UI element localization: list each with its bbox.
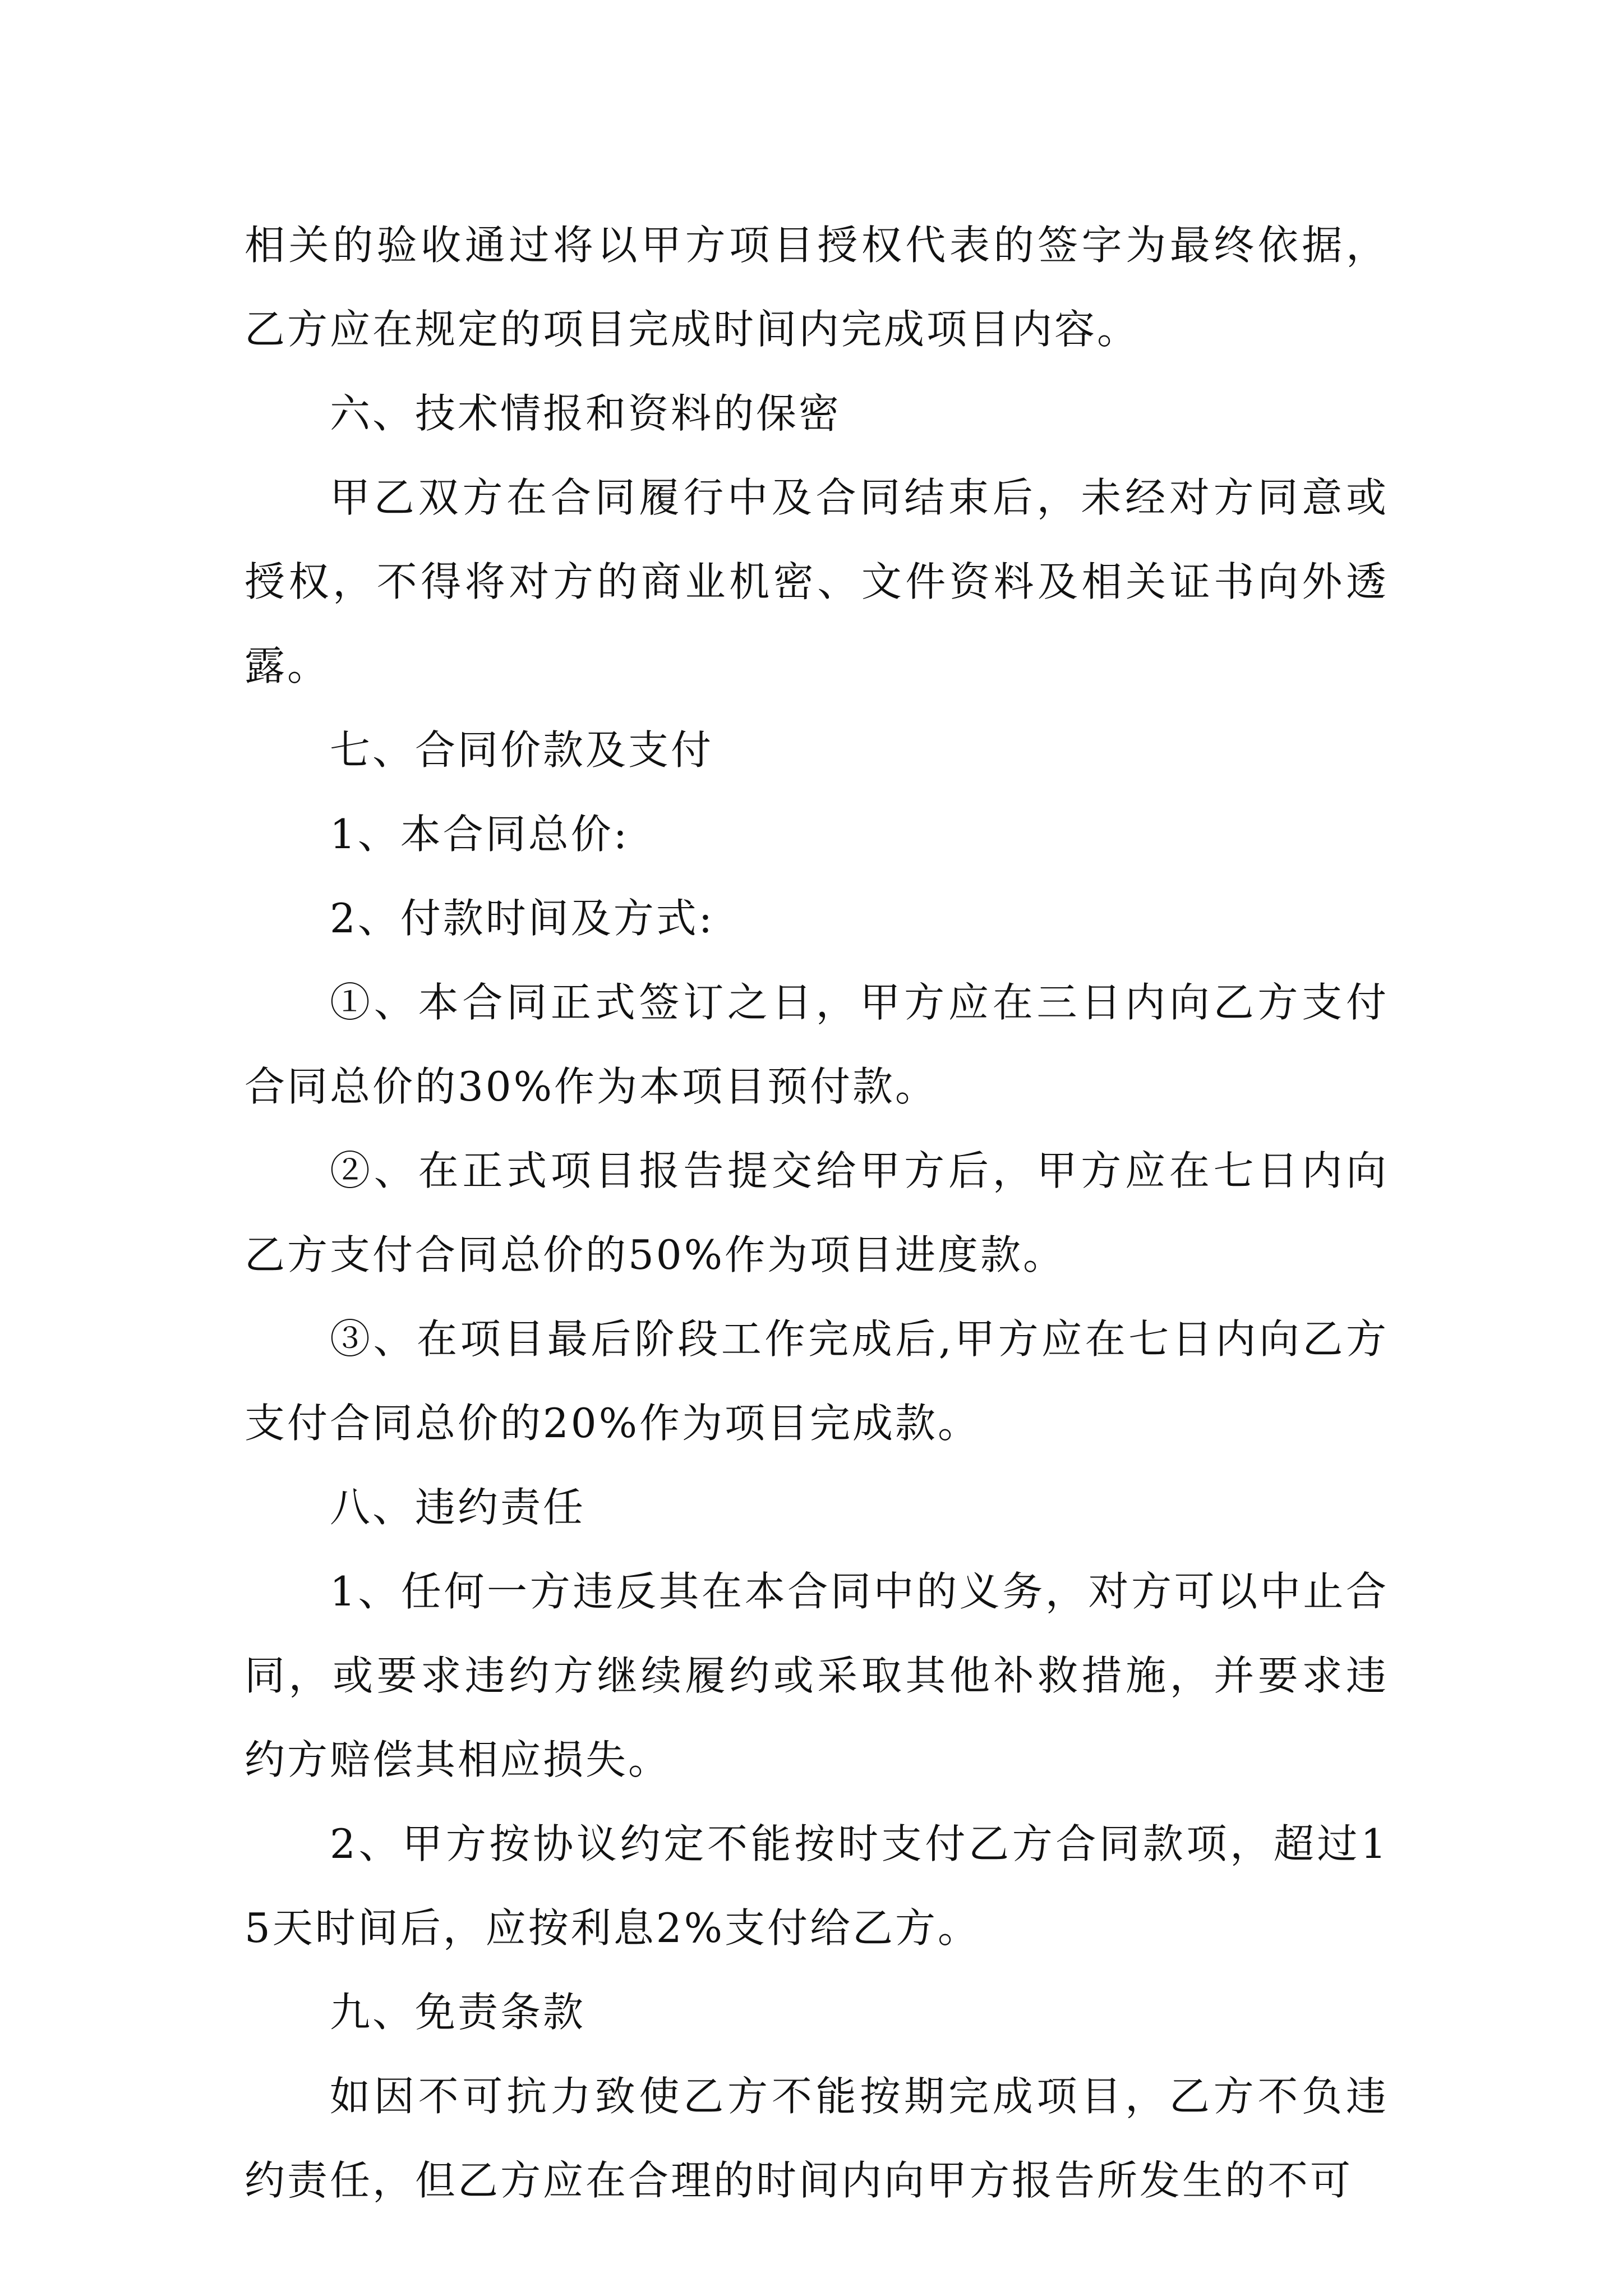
section-heading-liability: 八、违约责任: [330, 1484, 586, 1531]
document-body: [245, 203, 1389, 2223]
section-heading-price-payment: 七、合同价款及支付: [330, 726, 714, 774]
paragraph-exemption: 如因不可抗力致使乙方不能按期完成项目，乙方不负违约责任，但乙方应在合理的时间内向甲方报告所发生的不可: [245, 2073, 1389, 2204]
liability-clause-2: 2、甲方按协议约定不能按时支付乙方合同款项，超过15天时间后，应按利息2%支付给乙方。: [245, 1820, 1389, 1952]
paragraph-acceptance-continued: 相关的验收通过将以甲方项目授权代表的签字为最终依据，乙方应在规定的项目完成时间内完成项目内容。: [245, 222, 1389, 353]
section-heading-exemption: 九、免责条款: [330, 1989, 586, 2036]
liability-clause-1: 1、任何一方违反其在本合同中的义务，对方可以中止合同，或要求违约方继续履约或采取其他补救措施，并要求违约方赔偿其相应损失。: [245, 1568, 1389, 1783]
item-total-price: 1、本合同总价:: [330, 811, 630, 858]
paragraph-confidentiality: 甲乙双方在合同履行中及合同结束后，未经对方同意或授权，不得将对方的商业机密、文件资料及相关证书向外透露。: [245, 474, 1389, 689]
payment-clause-2: ②、在正式项目报告提交给甲方后，甲方应在七日内向乙方支付合同总价的50%作为项目进度款。: [245, 1147, 1389, 1278]
item-payment-method: 2、付款时间及方式:: [330, 895, 715, 942]
payment-clause-3: ③、在项目最后阶段工作完成后,甲方应在七日内向乙方支付合同总价的20%作为项目完成款。: [245, 1315, 1389, 1447]
payment-clause-1: ①、本合同正式签订之日，甲方应在三日内向乙方支付合同总价的30%作为本项目预付款。: [245, 979, 1389, 1110]
section-heading-confidentiality: 六、技术情报和资料的保密: [330, 390, 842, 437]
